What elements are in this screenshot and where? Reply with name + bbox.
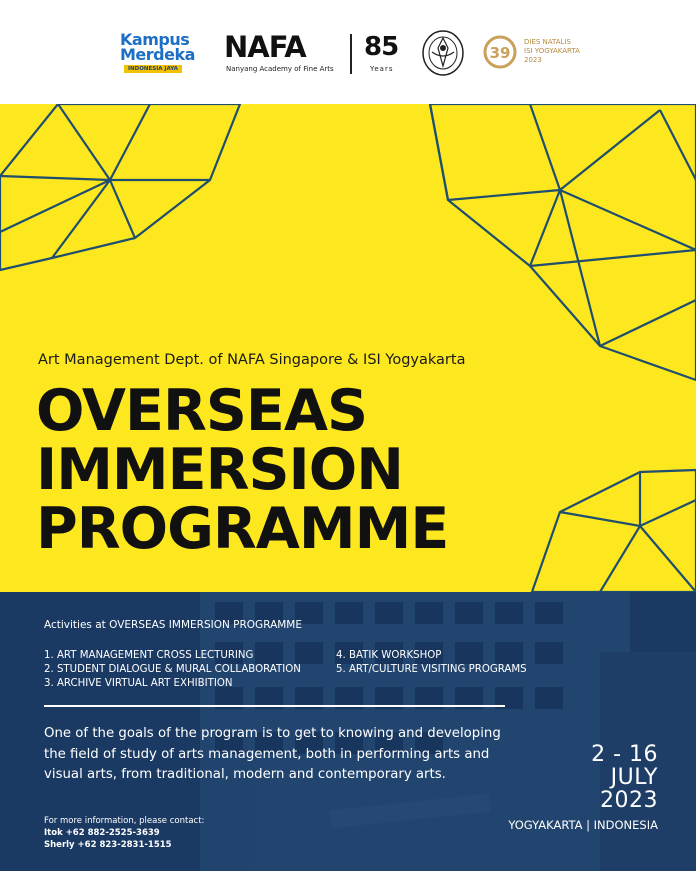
activity-item-2: 2. STUDENT DIALOGUE & MURAL COLLABORATION bbox=[44, 664, 301, 675]
header-divider bbox=[350, 34, 352, 74]
info-section bbox=[0, 592, 696, 871]
activity-item-5: 5. ART/CULTURE VISITING PROGRAMS bbox=[336, 664, 527, 675]
hero-title-line3: PROGRAMME bbox=[36, 496, 449, 562]
contact-person-2: Sherly +62 823-2831-1515 bbox=[44, 840, 172, 850]
isi-seal-icon bbox=[420, 28, 466, 78]
event-date-line1: 2 - 16 bbox=[591, 742, 658, 767]
program-description: One of the goals of the program is to get to knowing and developing the field of study of arts management, both in performing arts and visual arts, from traditional, modern and contemporary arts. bbox=[44, 726, 501, 782]
dies-natalis-emblem-icon bbox=[482, 32, 518, 72]
activities-title: Activities at OVERSEAS IMMERSION PROGRAMME bbox=[44, 619, 303, 631]
years-label: Years bbox=[370, 65, 394, 73]
event-date-line2: JULY bbox=[610, 765, 658, 790]
nafa-wordmark: NAFA bbox=[224, 30, 306, 64]
contact-person-1: Itok +62 882-2525-3639 bbox=[44, 828, 160, 838]
contact-intro: For more information, please contact: bbox=[44, 816, 205, 826]
dies-line3: 2023 bbox=[524, 56, 542, 64]
section-divider bbox=[44, 705, 505, 707]
hero-title-line2: IMMERSION bbox=[36, 437, 403, 503]
dies-number: 39 bbox=[489, 44, 511, 62]
hero-subtitle: Art Management Dept. of NAFA Singapore & ISI Yogyakarta bbox=[38, 352, 466, 368]
dies-natalis-text bbox=[524, 38, 580, 65]
event-date-line3: 2023 bbox=[600, 788, 658, 813]
activity-item-4: 4. BATIK WORKSHOP bbox=[336, 650, 442, 661]
activity-item-1: 1. ART MANAGEMENT CROSS LECTURING bbox=[44, 650, 254, 661]
logo-header bbox=[0, 0, 696, 104]
years-number: 85 bbox=[364, 32, 399, 62]
hero-section bbox=[0, 104, 696, 592]
kampus-merdeka-tag: INDONESIA JAYA bbox=[124, 65, 182, 73]
85-years-logo bbox=[362, 30, 406, 76]
hero-title-line1: OVERSEAS bbox=[36, 378, 368, 444]
activity-item-3: 3. ARCHIVE VIRTUAL ART EXHIBITION bbox=[44, 678, 233, 689]
dies-line2: ISI YOGYAKARTA bbox=[524, 47, 580, 55]
dies-line1: DIES NATALIS bbox=[524, 38, 571, 46]
kampus-merdeka-line2: Merdeka bbox=[120, 45, 195, 64]
event-location: YOGYAKARTA | INDONESIA bbox=[508, 818, 658, 832]
nafa-fullname: Nanyang Academy of Fine Arts bbox=[226, 65, 334, 73]
kampus-merdeka-line1: Kampus bbox=[120, 30, 190, 49]
nafa-logo bbox=[224, 30, 344, 76]
kampus-merdeka-logo bbox=[118, 30, 204, 74]
